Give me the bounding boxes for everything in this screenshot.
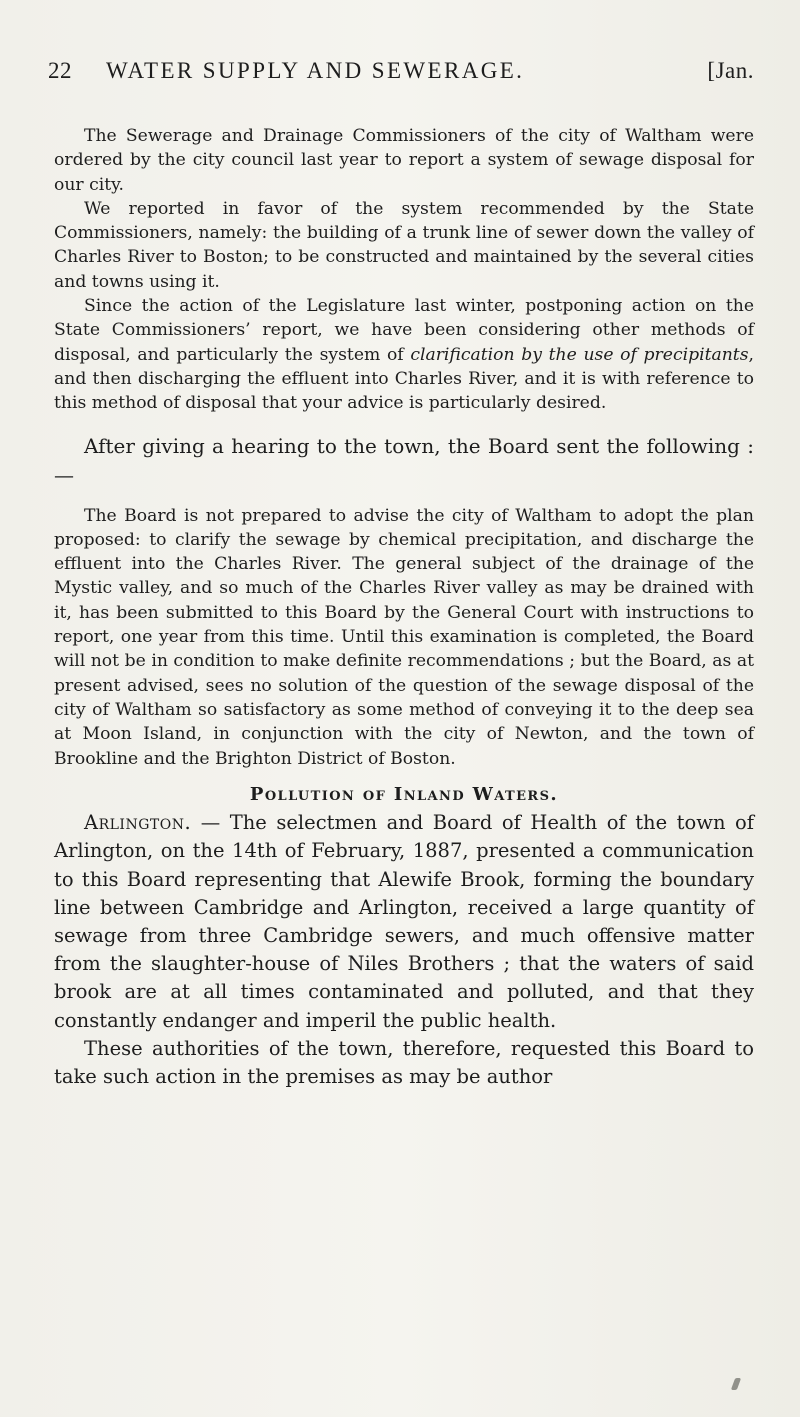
clarification-text-start: Since the action of the Legislature last winter, postponing action on the State Commissioners’ report, we have been considering other methods of disposal, and particularly the system of (54, 296, 754, 365)
ink-mark (731, 1378, 741, 1390)
page-number: 22 (48, 58, 72, 83)
arlington-text: — The selectmen and Board of Health of the town of Arlington, on the 14th of February, 1887, presented a communication to this Board representing that Alewife Brook, forming the boundary line between Cambridge and Arlington, received a large quantity of sewage from three Cambridge sewers, and much offensive matter from the slaughter-house of Niles Brothers ; that the waters of said brook are at all times contaminated and polluted, and that they constantly endanger and imperil the public health. (54, 811, 754, 1032)
running-header (48, 58, 754, 98)
clarification-italic-phrase: clarification by the use of precipitants (410, 344, 749, 365)
paragraph-commission-order: The Sewerage and Drainage Commissioners of the city of Waltham were ordered by the city council last year to report a system of sewage disposal for our city. (54, 126, 754, 195)
paragraph-authorities-request: These authorities of the town, therefore, requested this Board to take such action in the premises as may be author (54, 1036, 754, 1088)
section-heading: Pollution of Inland Waters. (249, 783, 559, 805)
clarification-text-end: , and then discharging the effluent into Charles River, and it is with reference to this method of disposal that your advice is particularly desired. (54, 344, 754, 414)
body-text (54, 124, 754, 1091)
paragraph-board-response: The Board is not prepared to advise the city of Waltham to adopt the plan proposed: to clarify the sewage by chemical precipitation, and discharge the effluent into the Charles River. The general subject of the drainage of the Mystic valley, and so much of the Charles River valley as may be drained with it, has been submitted to this Board by the General Court with instructions to report, one year from this time. Until this examination is completed, the Board will not be in condition to make definite recommendations ; but the Board, as at present advised, sees no solution of the question of the sewage disposal of the city of Waltham so satisfactory as some method of conveying it to the deep sea at Moon Island, in conjunction with the city of Newton, and the town of Brookline and the Brighton District of Boston. (54, 505, 754, 769)
arlington-lead: Arlington. (84, 811, 192, 835)
paragraph-trunk-line: We reported in favor of the system recommended by the State Commissioners, namely: the building of a trunk line of sewer down the valley of Charles River to Boston; to be constructed and maintained by the several cities and towns using it. (54, 198, 754, 292)
running-title: WATER SUPPLY AND SEWERAGE. (106, 58, 525, 83)
paragraph-hearing: After giving a hearing to the town, the Board sent the following : — (54, 433, 754, 487)
paragraph-clarification (54, 294, 754, 415)
running-month: [Jan. (707, 58, 754, 83)
paragraph-arlington (54, 809, 754, 1035)
